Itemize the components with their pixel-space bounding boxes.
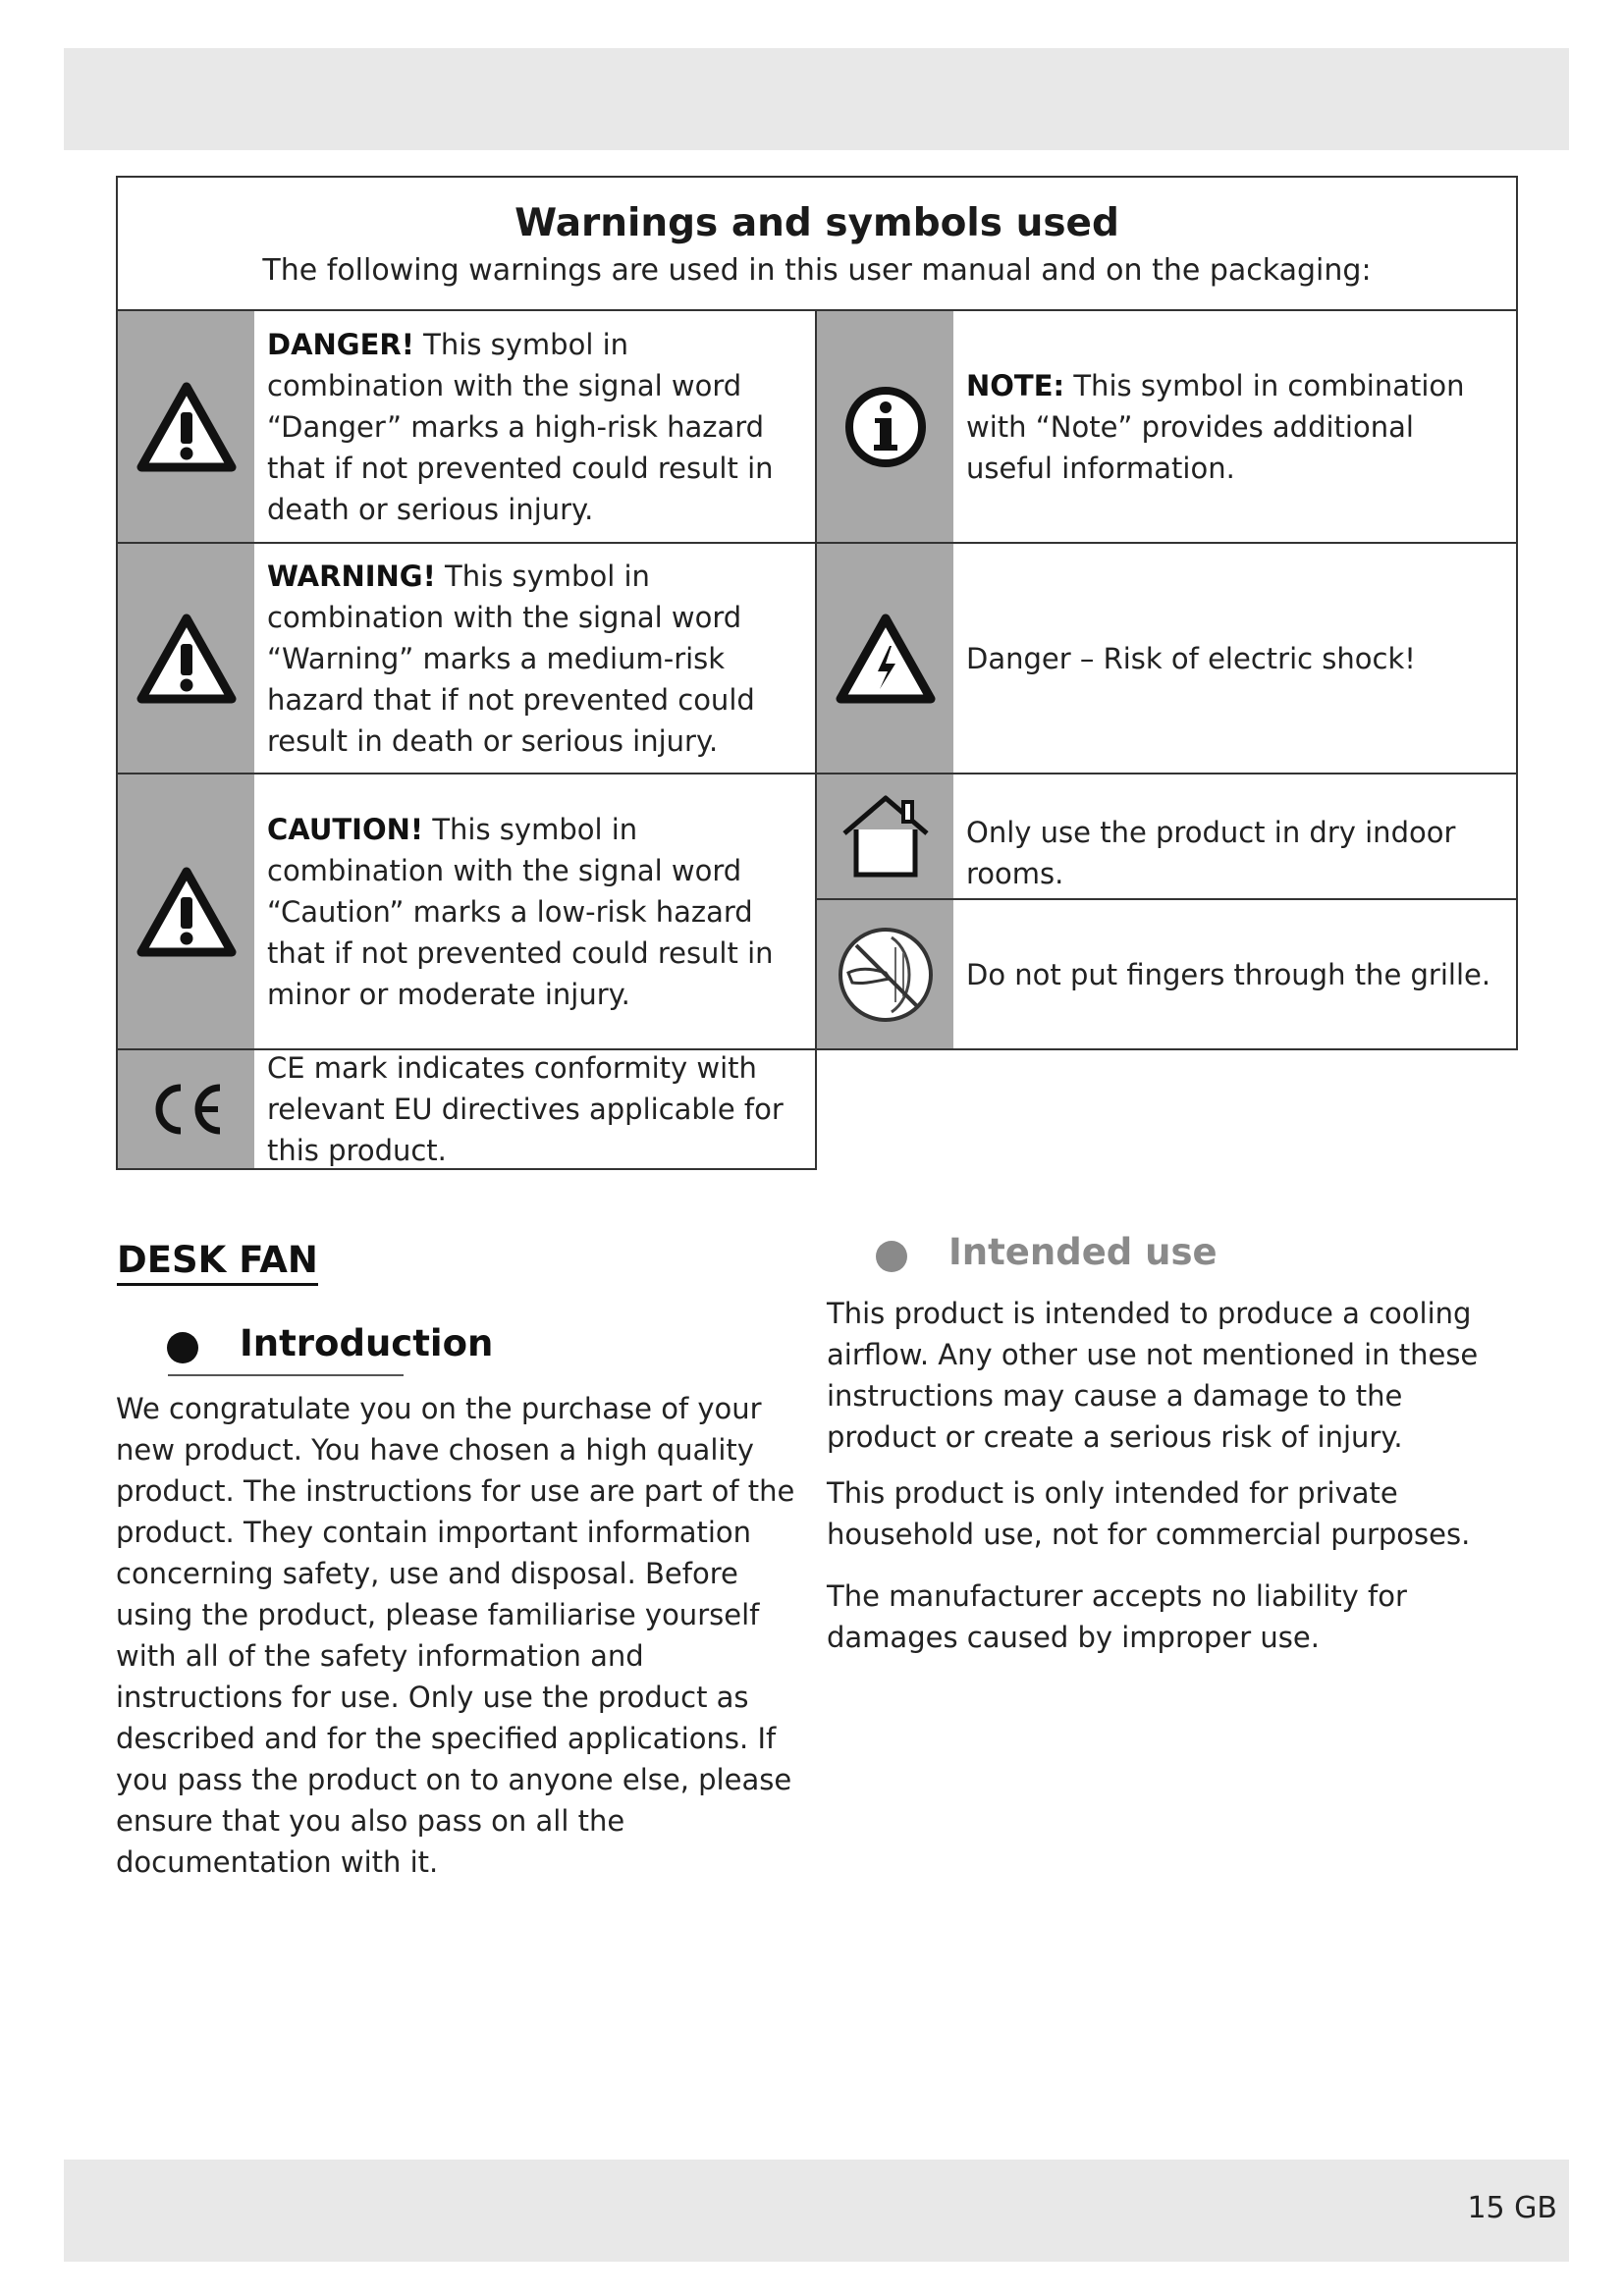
intended-use-paragraph-3: The manufacturer accepts no liability for damages caused by improper use.	[827, 1579, 1407, 1654]
electric-text: Danger – Risk of electric shock!	[966, 641, 1416, 675]
grille-cell	[815, 898, 1518, 1050]
warning-text: This symbol in combination with the signal word “Warning” marks a medium-risk hazard that if not prevented could result in death or serious injury.	[267, 559, 755, 758]
warnings-subtitle: The following warnings are used in this user manual and on the packaging:	[262, 253, 1372, 288]
warning-triangle-icon	[118, 544, 254, 773]
note-label: NOTE:	[966, 368, 1065, 402]
grille-text: Do not put fingers through the grille.	[966, 957, 1491, 991]
danger-text: This symbol in combination with the signal word “Danger” marks a high-risk hazard that if not prevented could result in death or serious injury.	[267, 327, 774, 526]
warnings-header	[116, 176, 1518, 311]
page-number: 15 GB	[1467, 2191, 1557, 2225]
electric-cell	[815, 542, 1518, 774]
intended-use-paragraph-2: This product is only intended for private household use, not for commercial purposes.	[827, 1476, 1471, 1551]
bullet-icon	[876, 1241, 907, 1272]
note-cell	[815, 309, 1518, 544]
warning-triangle-icon	[118, 311, 254, 542]
caution-cell	[116, 773, 817, 1050]
warning-triangle-icon	[118, 774, 254, 1048]
ce-cell	[116, 1048, 817, 1170]
note-text: This symbol in combination with “Note” provides additional useful information.	[966, 368, 1465, 485]
introduction-underline	[168, 1374, 404, 1376]
bullet-icon	[167, 1332, 198, 1363]
ce-mark-icon	[118, 1050, 254, 1168]
caution-text: This symbol in combination with the signal word “Caution” marks a low-risk hazard that if not prevented could result in minor or moderate injury.	[267, 812, 774, 1011]
danger-cell	[116, 309, 817, 544]
house-icon	[817, 774, 953, 898]
info-icon	[817, 311, 953, 542]
introduction-heading: Introduction	[240, 1322, 494, 1364]
electric-shock-icon	[817, 544, 953, 773]
intended-use-heading: Intended use	[948, 1231, 1218, 1273]
no-fingers-grille-icon	[817, 900, 953, 1048]
ce-text: CE mark indicates conformity with relevant EU directives applicable for this product.	[267, 1051, 784, 1167]
desk-fan-title: DESK FAN	[117, 1239, 318, 1286]
footer-band	[64, 2160, 1569, 2262]
header-band	[64, 48, 1569, 150]
indoor-cell	[815, 773, 1518, 900]
caution-label: CAUTION!	[267, 812, 424, 846]
intended-use-paragraph-1: This product is intended to produce a cooling airflow. Any other use not mentioned in these instructions may cause a damage to the product or create a serious risk of injury.	[827, 1297, 1479, 1454]
warnings-title: Warnings and symbols used	[514, 201, 1119, 245]
warning-cell	[116, 542, 817, 774]
indoor-text: Only use the product in dry indoor rooms.	[966, 816, 1456, 890]
introduction-text: We congratulate you on the purchase of your new product. You have chosen a high quality product. The instructions for use are part of the product. They contain important information concerning safety, use and disposal. Before using the product, please familiarise yourself with all of the safety information and instructions for use. Only use the product as described and for the specified applications. If you pass the product on to anyone else, please ensure that you also pass on all the documentation with it.	[116, 1392, 795, 1879]
warning-label: WARNING!	[267, 559, 436, 593]
danger-label: DANGER!	[267, 327, 414, 361]
